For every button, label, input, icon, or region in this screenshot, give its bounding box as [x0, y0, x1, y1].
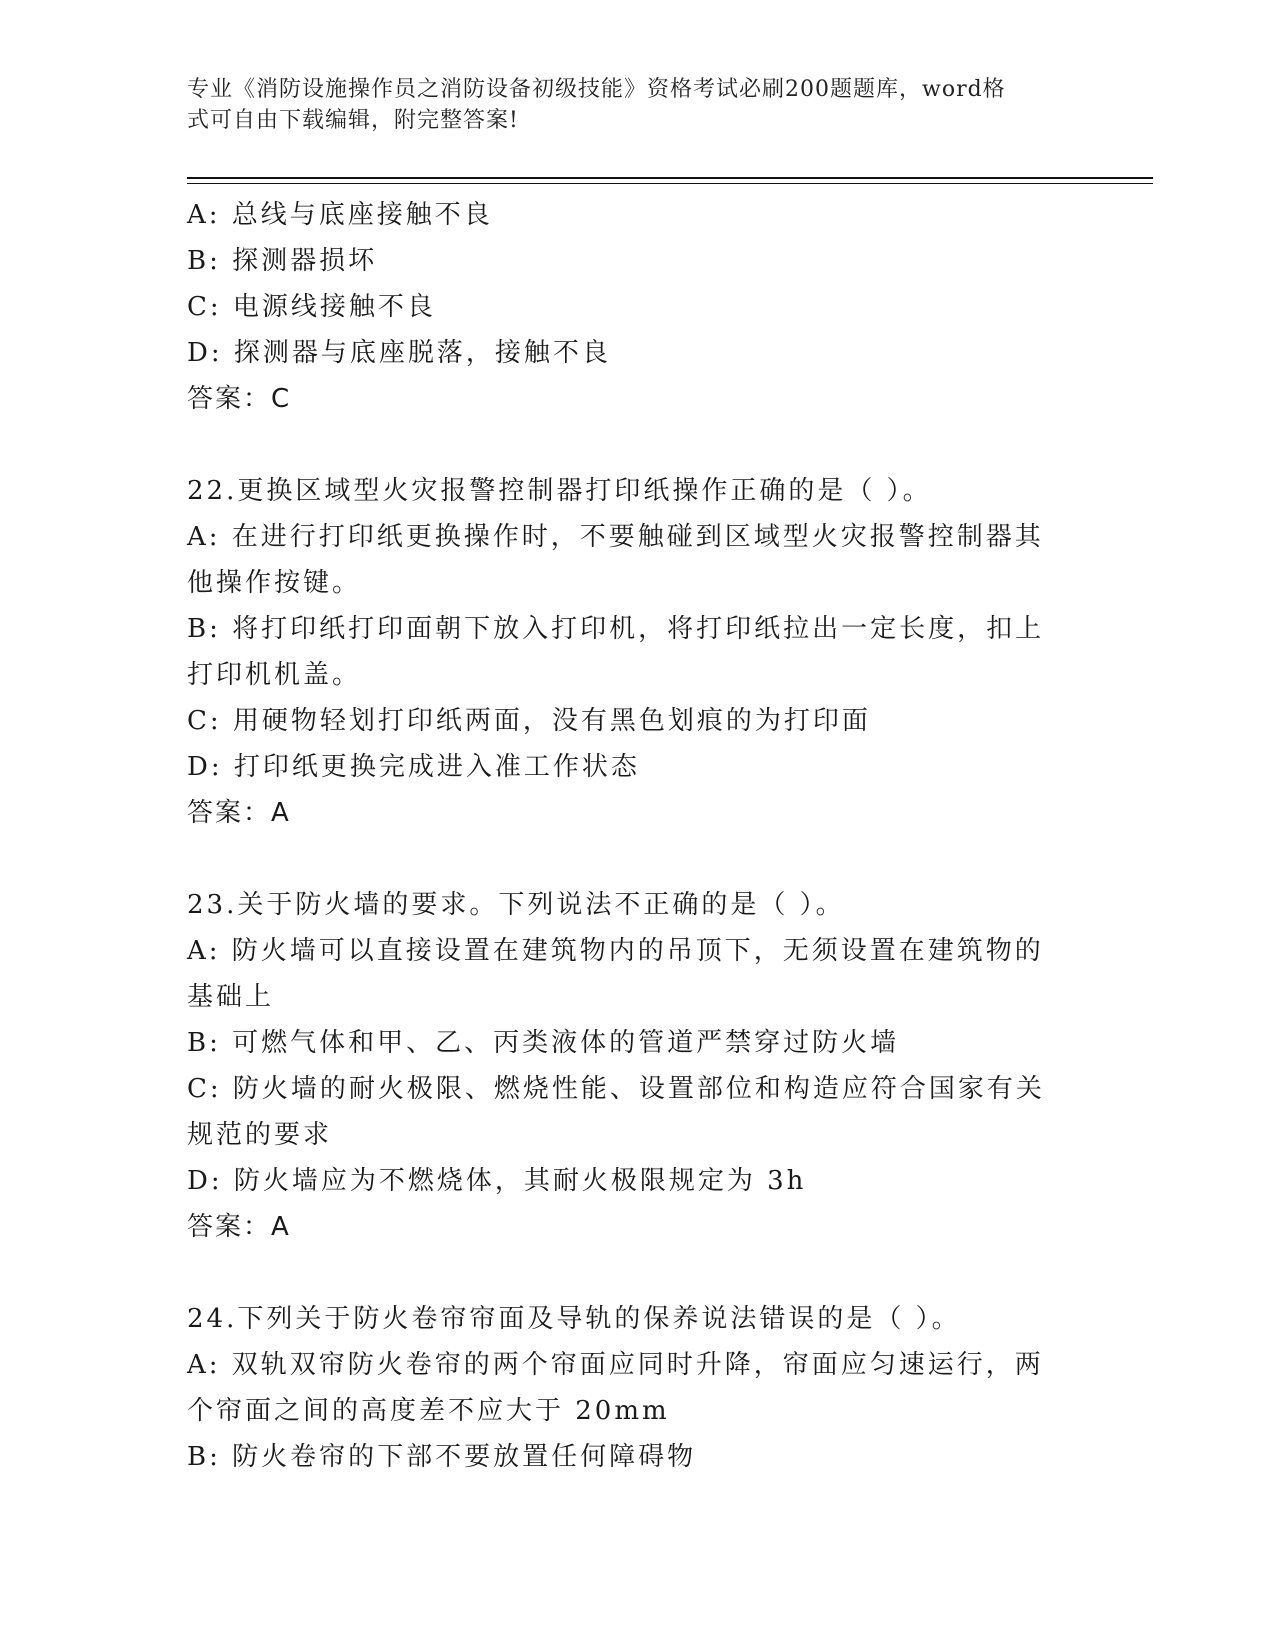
q22-option-c: C: 用硬物轻划打印纸两面，没有黑色划痕的为打印面: [187, 706, 871, 736]
q21-option-d: D: 探测器与底座脱落，接触不良: [187, 338, 611, 368]
question-content: [187, 192, 1087, 1480]
q24-stem: 24.下列关于防火卷帘帘面及导轨的保养说法错误的是（ ）。: [187, 1304, 961, 1334]
q23-stem: 23.关于防火墙的要求。下列说法不正确的是（ ）。: [187, 890, 845, 920]
q21-option-a: A: 总线与底座接触不良: [187, 200, 493, 230]
q21-option-b: B: 探测器损坏: [187, 246, 378, 276]
q22-option-a: A: 在进行打印纸更换操作时，不要触碰到区域型火灾报警控制器其他操作按键。: [187, 522, 1044, 598]
q22-option-d: D: 打印纸更换完成进入准工作状态: [187, 752, 640, 782]
q21-option-c: C: 电源线接触不良: [187, 292, 436, 322]
header-line-2: 式可自由下载编辑，附完整答案!: [187, 108, 519, 133]
q23-option-a: A: 防火墙可以直接设置在建筑物内的吊顶下，无须设置在建筑物的基础上: [187, 936, 1044, 1012]
q23-option-b: B: 可燃气体和甲、乙、丙类液体的管道严禁穿过防火墙: [187, 1028, 900, 1058]
q24-option-b: B: 防火卷帘的下部不要放置任何障碍物: [187, 1442, 697, 1472]
q23-option-d: D: 防火墙应为不燃烧体，其耐火极限规定为 3h: [187, 1166, 807, 1196]
header-rule-thin: [187, 183, 1153, 184]
header-rule-thick: [187, 177, 1153, 179]
q22-stem: 22.更换区域型火灾报警控制器打印纸操作正确的是（ ）。: [187, 476, 932, 506]
header-line-1: 专业《消防设施操作员之消防设备初级技能》资格考试必刷200题题库，word格: [187, 77, 1006, 102]
q23-option-c: C: 防火墙的耐火极限、燃烧性能、设置部位和构造应符合国家有关规范的要求: [187, 1074, 1045, 1150]
document-header: [187, 74, 1067, 136]
q21-answer: 答案：C: [187, 384, 292, 414]
q22-option-b: B: 将打印纸打印面朝下放入打印机，将打印纸拉出一定长度，扣上打印机机盖。: [187, 614, 1045, 690]
q23-answer: 答案：A: [187, 1212, 291, 1242]
q24-option-a: A: 双轨双帘防火卷帘的两个帘面应同时升降，帘面应匀速运行，两个帘面之间的高度差不应大于 20mm: [187, 1350, 1044, 1426]
q22-answer: 答案：A: [187, 798, 291, 828]
